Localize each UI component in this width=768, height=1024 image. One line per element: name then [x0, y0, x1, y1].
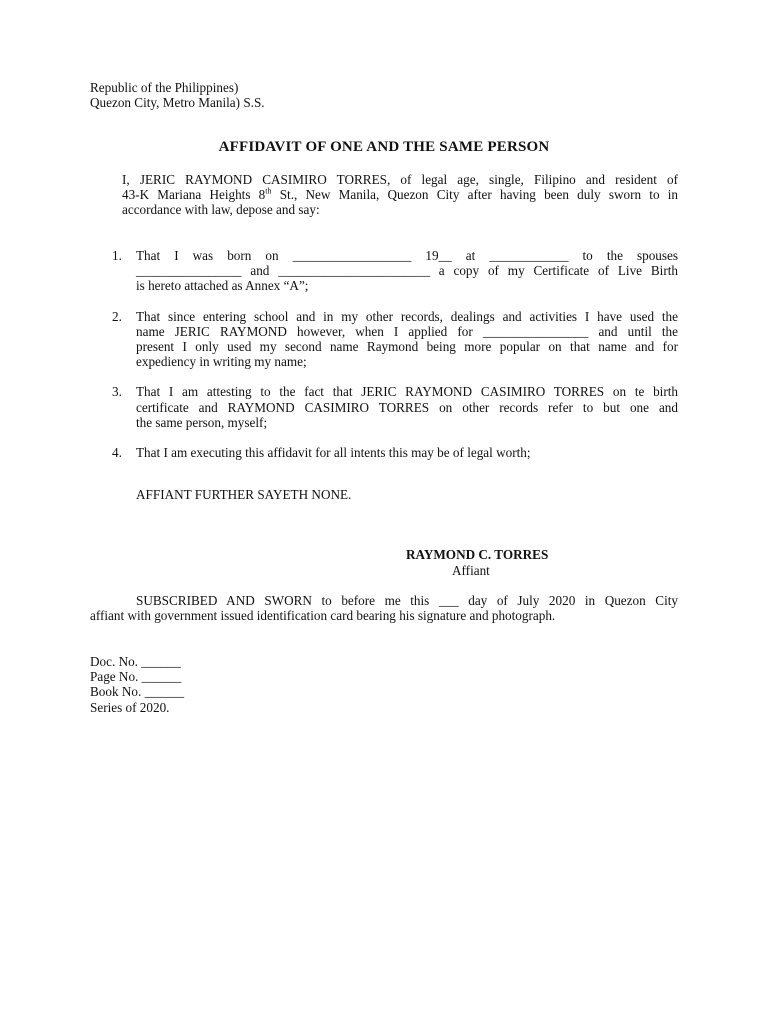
notarial-register [90, 654, 184, 715]
statement-number: 1. [112, 248, 122, 263]
jurat-paragraph [90, 593, 678, 623]
statement-line: the same person, myself; [136, 414, 268, 430]
jurat-line-2: affiant with government issued identification card bearing his signature and photograph. [90, 608, 556, 624]
statement-line: That since entering school and in my other records, dealings and activities I have used the [136, 308, 678, 324]
series-year: Series of 2020. [90, 699, 170, 715]
intro-line-1: I, JERIC RAYMOND CASIMIRO TORRES, of legal age, single, Filipino and resident of [122, 172, 678, 187]
intro-address-b: St., New Manila, Quezon City after having been duly sworn to in [271, 187, 678, 203]
book-number: Book No. ______ [90, 684, 185, 700]
statement-item-3 [90, 384, 678, 430]
venue-city: Quezon City, Metro Manila) S.S. [90, 95, 265, 111]
jurat-line-1: SUBSCRIBED AND SWORN to before me this ___ day of July 2020 in Quezon City [136, 593, 678, 608]
statement-item-4 [90, 445, 678, 460]
statement-number: 3. [112, 384, 122, 400]
statement-line: That I am attesting to the fact that JERIC RAYMOND CASIMIRO TORRES on te birth [136, 384, 678, 400]
closing-statement: AFFIANT FURTHER SAYETH NONE. [136, 487, 352, 502]
statement-line: present I only used my second name Raymond being more popular on that name and for [136, 339, 678, 355]
intro-address-sup: th [265, 186, 272, 196]
statement-number: 4. [112, 445, 122, 461]
intro-line-3: accordance with law, depose and say: [122, 202, 320, 218]
venue-header [90, 80, 265, 110]
affiant-role: Affiant [452, 563, 490, 578]
statement-line: certificate and RAYMOND CASIMIRO TORRES on other records refer to but one and [136, 399, 678, 415]
statement-line: is hereto attached as Annex “A”; [136, 278, 309, 294]
document-title: AFFIDAVIT OF ONE AND THE SAME PERSON [218, 139, 550, 155]
statement-line: That I was born on __________________ 19__ at ____________ to the spouses [136, 248, 678, 263]
intro-address-a: 43-K Mariana Heights 8 [122, 187, 266, 203]
statements-list [90, 248, 678, 475]
intro-paragraph [90, 172, 678, 218]
statement-line: That I am executing this affidavit for all intents this may be of legal worth; [136, 445, 531, 461]
statement-number: 2. [112, 308, 122, 324]
venue-country: Republic of the Philippines) [90, 80, 239, 95]
affiant-name: RAYMOND C. TORRES [406, 547, 549, 562]
doc-number: Doc. No. ______ [90, 654, 181, 669]
statement-line: expediency in writing my name; [136, 354, 307, 370]
statement-line: name JERIC RAYMOND however, when I applied for ________________ and until the [136, 323, 678, 339]
statement-item-1 [90, 248, 678, 294]
page-number: Page No. ______ [90, 669, 182, 685]
intro-line-2 [90, 187, 678, 202]
statement-line: ________________ and _______________________ a copy of my Certificate of Live Birth [136, 263, 678, 279]
statement-item-2 [90, 309, 678, 370]
